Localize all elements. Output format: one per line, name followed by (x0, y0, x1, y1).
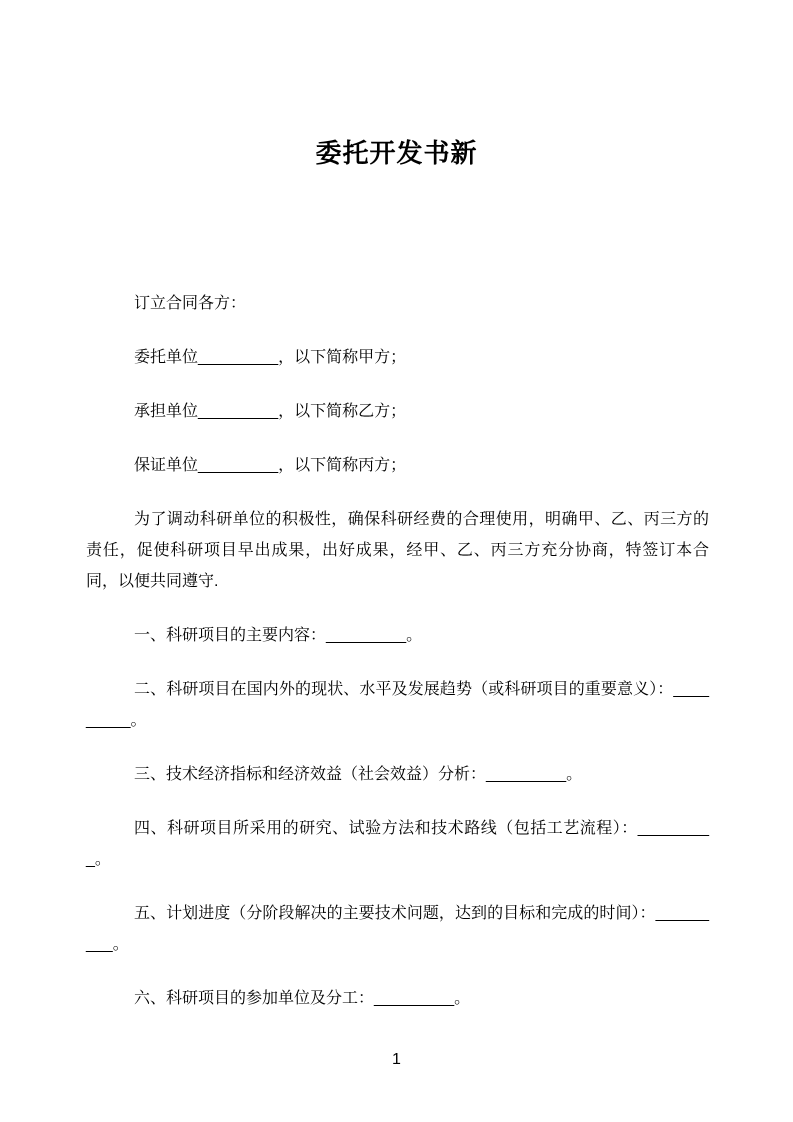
para-preamble: 为了调动科研单位的积极性，确保科研经费的合理使用，明确甲、乙、丙三方的责任，促使科研项目早出成果，出好成果，经甲、乙、丙三方充分协商，特签订本合同，以便共同遵守. (86, 511, 709, 590)
page-number: 1 (392, 1051, 401, 1068)
para-party-b: 承担单位_________，以下简称乙方； (134, 403, 407, 420)
para-parties-intro: 订立合同各方： (134, 295, 247, 312)
para-party-c: 保证单位_________，以下简称丙方； (134, 457, 407, 474)
para-party-a: 委托单位_________，以下简称甲方； (134, 349, 407, 366)
para-item-2: 二、科研项目在国内外的现状、水平及发展趋势（或科研项目的重要意义）：_________。 (86, 681, 709, 729)
para-item-5: 五、计划进度（分阶段解决的主要技术问题，达到的目标和完成的时间）：_________。 (86, 905, 709, 953)
document-title: 委托开发书新 (315, 138, 478, 168)
document-body (86, 288, 709, 1037)
para-item-4: 四、科研项目所采用的研究、试验方法和技术路线（包括工艺流程）：_________。 (86, 820, 709, 868)
para-item-6: 六、科研项目的参加单位及分工：_________。 (134, 990, 471, 1007)
para-item-3: 三、技术经济指标和经济效益（社会效益）分析：_________。 (134, 766, 583, 783)
para-item-1: 一、科研项目的主要内容：_________。 (134, 627, 423, 644)
